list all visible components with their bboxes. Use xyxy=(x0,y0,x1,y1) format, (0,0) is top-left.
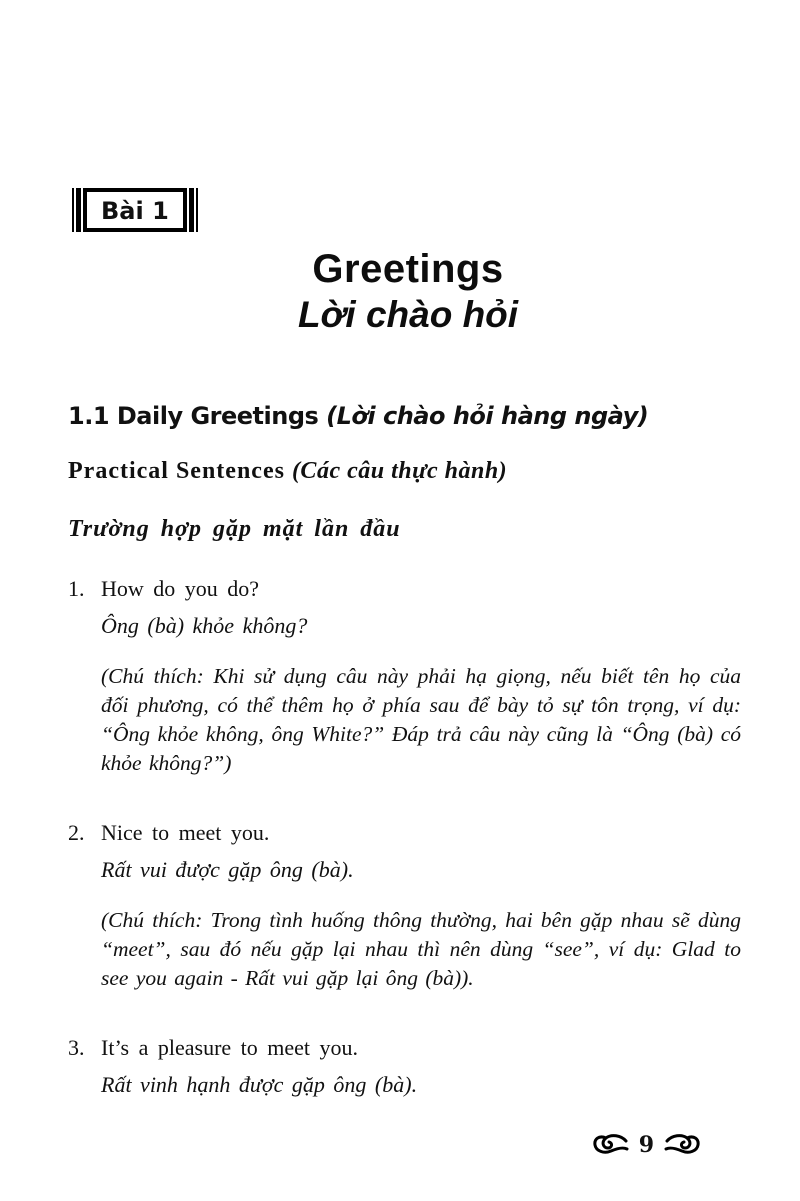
item-body xyxy=(101,1033,740,1100)
situation-heading: Trường hợp gặp mặt lần đầu xyxy=(68,516,401,542)
badge-left-line xyxy=(72,188,74,232)
vietnamese-translation: Rất vinh hạnh được gặp ông (bà). xyxy=(101,1072,418,1097)
practical-heading-main: Practical Sentences xyxy=(68,458,292,484)
badge-right-line xyxy=(196,188,198,232)
list-item xyxy=(68,574,740,778)
section-heading xyxy=(68,402,648,430)
english-sentence: It’s a pleasure to meet you. xyxy=(101,1035,359,1060)
item-number: 3. xyxy=(68,1035,85,1060)
flourish-right-icon xyxy=(664,1134,700,1156)
badge-left-bar xyxy=(76,188,81,232)
vietnamese-translation: Ông (bà) khỏe không? xyxy=(101,613,308,638)
title-block xyxy=(68,246,748,338)
list-item xyxy=(68,1033,740,1100)
practical-heading xyxy=(68,458,507,485)
chapter-subtitle: Lời chào hỏi xyxy=(297,294,519,335)
page-footer xyxy=(593,1132,700,1158)
lesson-badge xyxy=(70,188,200,232)
item-body xyxy=(101,574,741,778)
item-body xyxy=(101,818,741,993)
list-item xyxy=(68,818,740,993)
usage-note: (Chú thích: Trong tình huống thông thường, hai bên gặp nhau sẽ dùng “meet”, sau đó nếu gặp lại nhau thì nên dùng “see”, ví dụ: Glad to see you again - Rất vui gặp lại ông (bà)). xyxy=(101,908,741,990)
english-sentence: Nice to meet you. xyxy=(101,820,270,845)
section-heading-translation: (Lời chào hỏi hàng ngày) xyxy=(326,402,649,430)
lesson-badge-label: Bài 1 xyxy=(83,188,187,232)
sentence-list xyxy=(68,574,740,1100)
chapter-title: Greetings xyxy=(312,247,504,291)
section-heading-main: 1.1 Daily Greetings xyxy=(68,402,327,430)
english-sentence: How do you do? xyxy=(101,576,260,601)
practical-heading-translation: (Các câu thực hành) xyxy=(291,458,508,484)
vietnamese-translation: Rất vui được gặp ông (bà). xyxy=(101,857,354,882)
item-number: 1. xyxy=(68,576,85,601)
item-number: 2. xyxy=(68,820,85,845)
flourish-left-icon xyxy=(593,1134,629,1156)
usage-note: (Chú thích: Khi sử dụng câu này phải hạ giọng, nếu biết tên họ của đối phương, có thể thêm họ ở phía sau để bày tỏ sự tôn trọng, ví dụ: “Ông khỏe không, ông White?” Đáp trả câu này cũng là “Ông (bà) có khỏe không?”) xyxy=(101,664,741,775)
badge-right-bar xyxy=(189,188,194,232)
page-number: 9 xyxy=(638,1132,654,1158)
